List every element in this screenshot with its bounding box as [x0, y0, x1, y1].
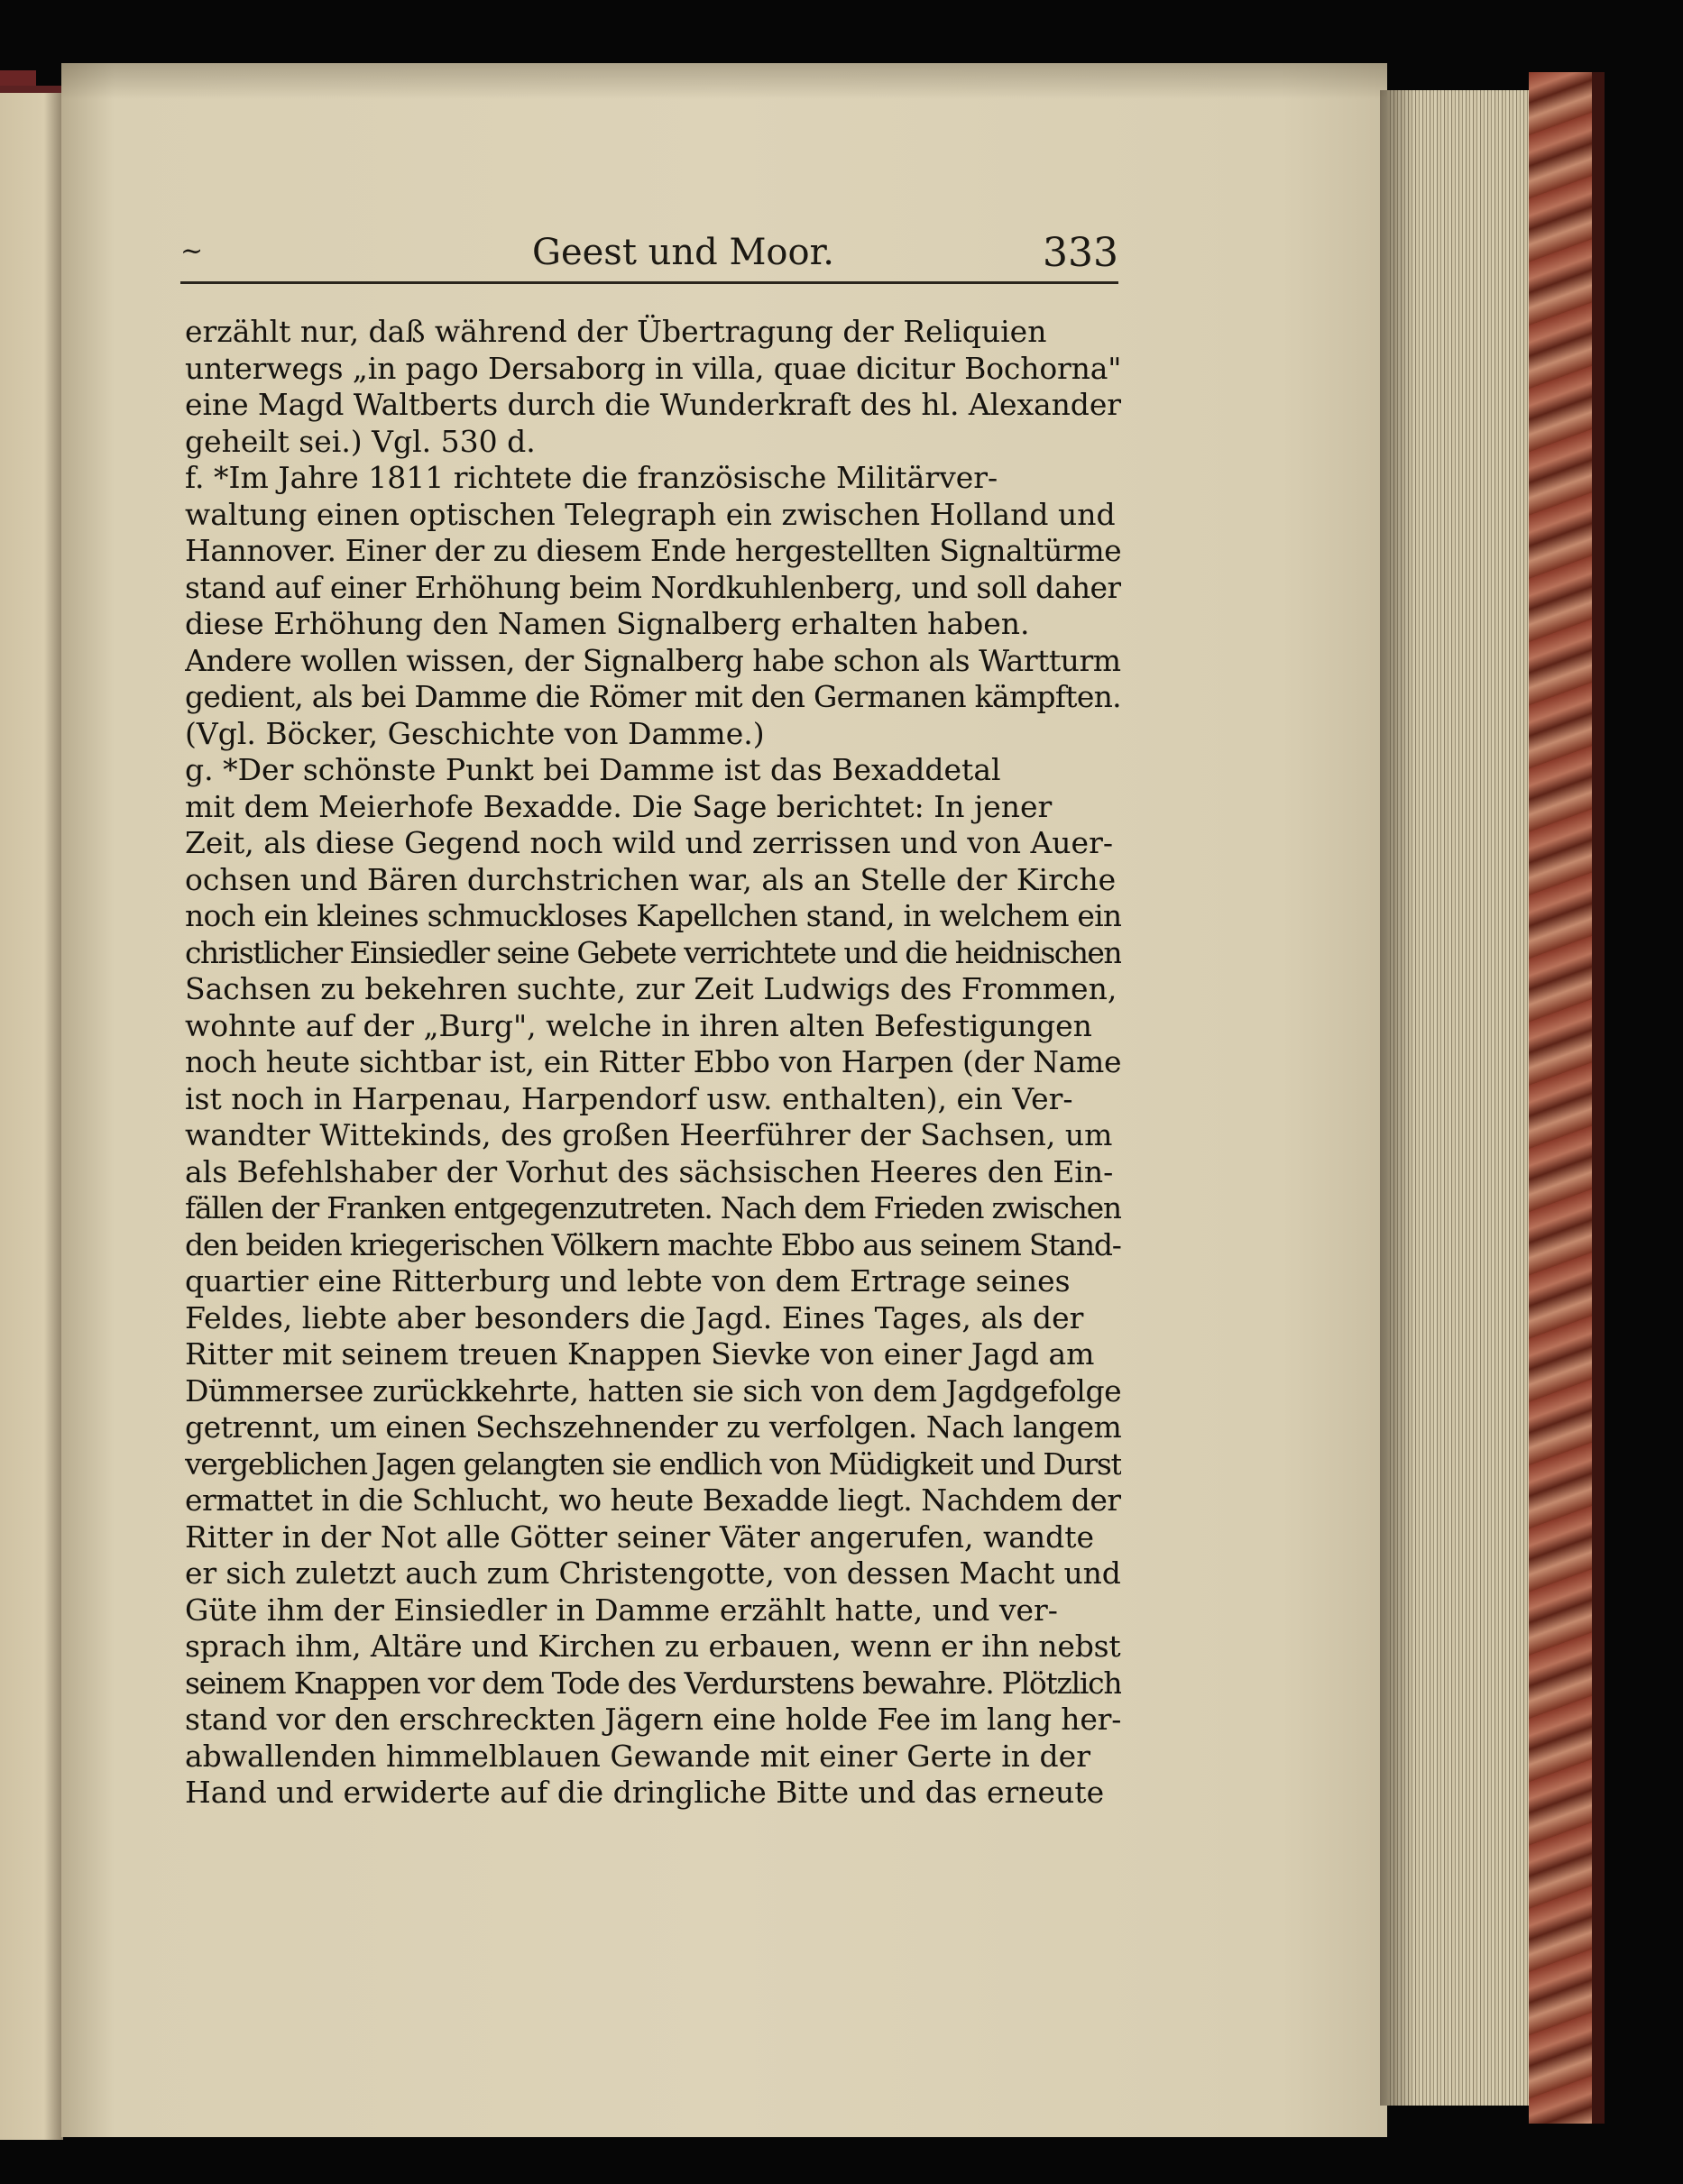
text-line: Zeit, als diese Gegend noch wild und zerrissen und von Auer- — [185, 825, 1113, 860]
text-line: noch ein kleines schmuckloses Kapellchen stand, in welchem ein — [185, 898, 1121, 933]
text-line: (Vgl. Böcker, Geschichte von Damme.) — [185, 715, 765, 751]
text-line: Ritter mit seinem treuen Knappen Sievke von einer Jagd am — [185, 1336, 1095, 1372]
text-line: Hannover. Einer der zu diesem Ende hergestellten Signaltürme — [185, 533, 1121, 568]
header-rule — [180, 281, 1118, 284]
text-line: Sachsen zu bekehren suchte, zur Zeit Ludwigs des Frommen, — [185, 971, 1117, 1006]
body-text — [185, 314, 1121, 1812]
text-line: vergeblichen Jagen gelangten sie endlich von Müdigkeit und Durst — [185, 1445, 1121, 1482]
text-line: als Befehlshaber der Vorhut des sächsischen Heeres den Ein- — [185, 1153, 1114, 1189]
header-ornament: ~ — [180, 235, 204, 267]
text-line: den beiden kriegerischen Völkern machte Ebbo aus seinem Stand- — [185, 1226, 1121, 1262]
page-shadow — [61, 63, 1387, 99]
text-line: seinem Knappen vor dem Tode des Verdurstens bewahre. Plötzlich — [185, 1665, 1121, 1701]
text-line: ermattet in die Schlucht, wo heute Bexadde liegt. Nachdem der — [185, 1482, 1121, 1518]
text-line: gedient, als bei Damme die Römer mit den Germanen kämpften. — [185, 679, 1121, 714]
text-line: sprach ihm, Altäre und Kirchen zu erbauen, wenn er ihn nebst — [185, 1629, 1121, 1664]
text-line: unterwegs „in pago Dersaborg in villa, quae dicitur Bochorna" — [185, 350, 1121, 386]
text-line: stand auf einer Erhöhung beim Nordkuhlenberg, und soll daher — [185, 569, 1121, 605]
text-line: abwallenden himmelblauen Gewande mit einer Gerte in der — [185, 1738, 1090, 1774]
text-line: Feldes, liebte aber besonders die Jagd. Eines Tages, als der — [185, 1299, 1084, 1335]
text-line: noch heute sichtbar ist, ein Ritter Ebbo von Harpen (der Name — [185, 1044, 1121, 1079]
text-line: wandter Wittekinds, des großen Heerführer der Sachsen, um — [185, 1117, 1113, 1152]
text-line: mit dem Meierhofe Bexadde. Die Sage berichtet: In jener — [185, 788, 1053, 824]
text-line: waltung einen optischen Telegraph ein zwischen Holland und — [185, 496, 1116, 532]
text-line: ist noch in Harpenau, Harpendorf usw. enthalten), ein Ver- — [185, 1080, 1073, 1116]
text-line: Dümmersee zurückkehrte, hatten sie sich von dem Jagdgefolge — [185, 1372, 1121, 1409]
text-line: Andere wollen wissen, der Signalberg habe schon als Wartturm — [185, 642, 1121, 678]
text-line: fällen der Franken entgegenzutreten. Nach dem Frieden zwischen — [185, 1190, 1121, 1225]
gutter-shadow — [1380, 90, 1416, 2106]
text-line: quartier eine Ritterburg und lebte von dem Ertrage seines — [185, 1263, 1071, 1298]
text-line: wohnte auf der „Burg", welche in ihren alten Befestigungen — [185, 1007, 1092, 1043]
text-line: ochsen und Bären durchstrichen war, als an Stelle der Kirche — [185, 861, 1117, 897]
text-line: er sich zuletzt auch zum Christengotte, von dessen Macht und — [185, 1555, 1121, 1591]
text-line: f. *Im Jahre 1811 richtete die französische Militärver- — [185, 460, 998, 495]
text-line: Hand und erwiderte auf die dringliche Bitte und das erneute — [185, 1775, 1105, 1810]
text-line: diese Erhöhung den Namen Signalberg erhalten haben. — [185, 606, 1030, 641]
page-number: 333 — [1043, 230, 1118, 276]
text-line: g. *Der schönste Punkt bei Damme ist das Bexaddetal — [185, 752, 1001, 787]
text-line: Güte ihm der Einsiedler in Damme erzählt hatte, und ver- — [185, 1592, 1058, 1628]
text-line: christlicher Einsiedler seine Gebete verrichtete und die heidnischen — [185, 934, 1121, 970]
text-line: stand vor den erschreckten Jägern eine holde Fee im lang her- — [185, 1702, 1121, 1737]
marbled-cover — [1529, 72, 1601, 2124]
text-line: eine Magd Waltberts durch die Wunderkraft des hl. Alexander — [185, 387, 1121, 422]
running-header — [180, 230, 1118, 284]
previous-page-edge — [0, 86, 63, 2140]
text-line: geheilt sei.) Vgl. 530 d. — [185, 423, 536, 459]
page-title: Geest und Moor. — [532, 232, 835, 273]
text-line: erzählt nur, daß während der Übertragung der Reliquien — [185, 314, 1047, 349]
text-line: getrennt, um einen Sechszehnender zu verfolgen. Nach langem — [185, 1409, 1121, 1445]
cover-edge — [1592, 72, 1605, 2124]
text-line: Ritter in der Not alle Götter seiner Väter angerufen, wandte — [185, 1519, 1095, 1555]
